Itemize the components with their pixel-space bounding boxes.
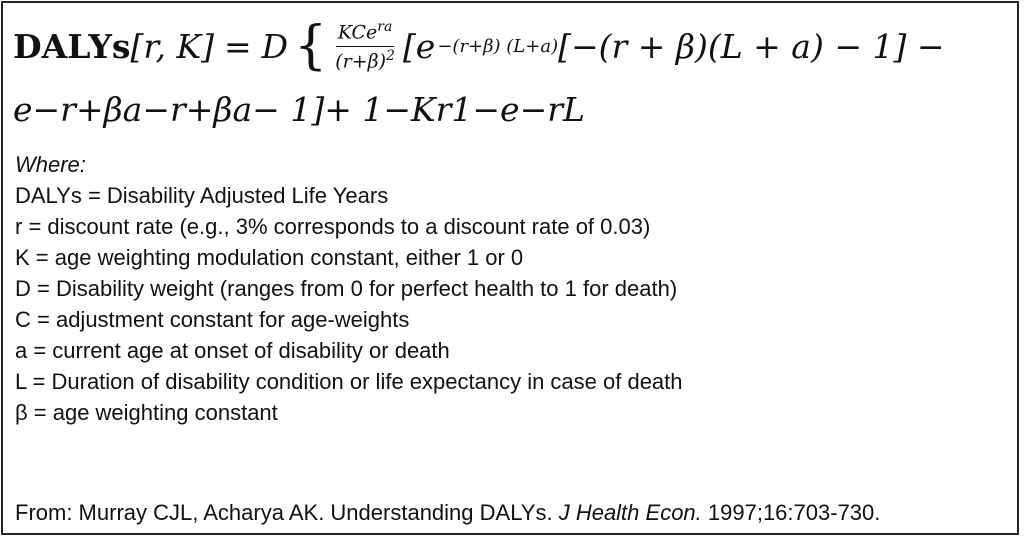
formula-lhs-name: DALYs (13, 26, 131, 66)
definition-item: C = adjustment constant for age-weights (15, 307, 410, 332)
numerator-base: KCe (337, 21, 378, 44)
citation-journal: J Health Econ. (558, 500, 702, 525)
definition-item: r = discount rate (e.g., 3% corresponds to a discount rate of 0.03) (15, 214, 651, 239)
definition-item: D = Disability weight (ranges from 0 for perfect health to 1 for death) (15, 276, 678, 301)
formula-box (1, 1, 1019, 535)
definition-item: K = age weighting modulation constant, either 1 or 0 (15, 245, 524, 270)
formula-d: D (261, 26, 289, 66)
citation-prefix: From: Murray CJL, Acharya AK. Understanding DALYs. (15, 500, 559, 525)
numerator-exponent: ra (377, 19, 393, 36)
fraction-numerator (336, 20, 395, 46)
definitions-list (15, 149, 683, 428)
formula-line-2: e−r+βa−r+βa− 1]+ 1−Kr1−e−rL (13, 89, 585, 129)
formula-equals: = (223, 26, 252, 66)
formula-bracket-base: [e (402, 26, 436, 66)
definition-item: DALYs = Disability Adjusted Life Years (15, 183, 389, 208)
formula-line-1 (13, 9, 944, 83)
denominator-base: (r+β) (335, 49, 387, 72)
definition-item: L = Duration of disability condition or life expectancy in case of death (15, 369, 683, 394)
formula-bracket-exponent: −(r+β) (L+a) (437, 35, 559, 57)
formula-open-brace: { (294, 16, 328, 76)
citation-suffix: 1997;16:703-730. (701, 500, 881, 525)
where-label: Where: (15, 152, 86, 177)
formula-fraction (333, 20, 397, 72)
denominator-exponent: 2 (386, 47, 395, 64)
formula-lhs-args: [r, K] (130, 26, 214, 66)
formula-bracket-rest: [−(r + β)(L + a) − 1] − (558, 26, 945, 66)
definition-item: β = age weighting constant (15, 400, 278, 425)
source-citation (15, 500, 880, 526)
fraction-denominator (333, 47, 397, 72)
definition-item: a = current age at onset of disability or death (15, 338, 450, 363)
